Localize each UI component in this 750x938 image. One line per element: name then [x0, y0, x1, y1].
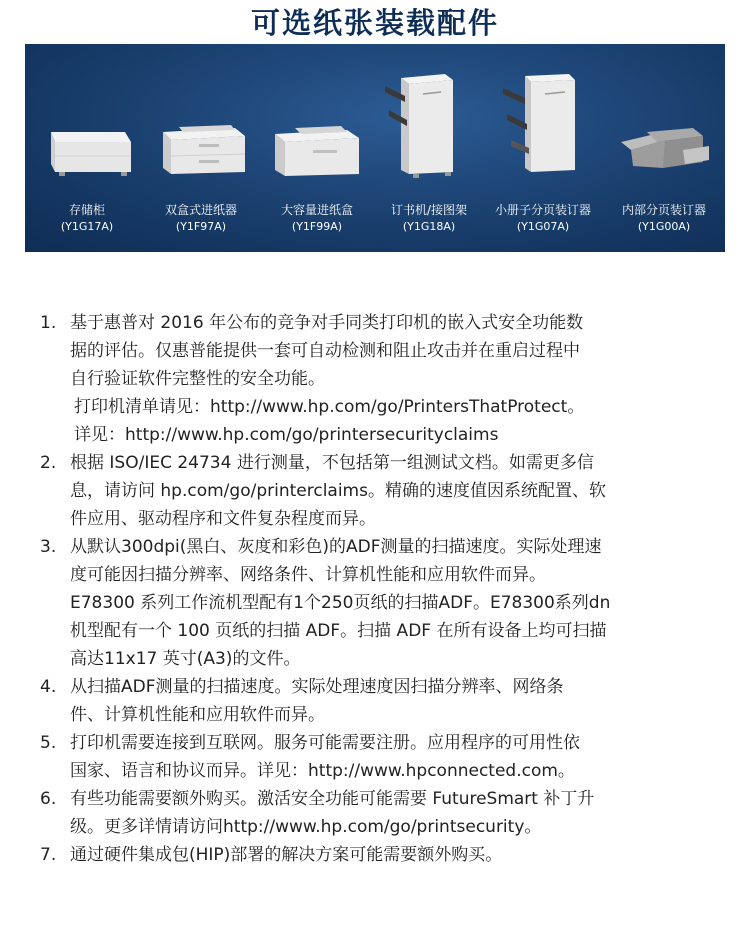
footnote-line: 级。更多详情请访问http://www.hp.com/go/printsecurity。: [70, 817, 542, 837]
product-stapler-stacker: [371, 44, 487, 252]
footnotes-list: [40, 309, 710, 869]
footnote-line: 国家、语言和协议而异。详见：http://www.hpconnected.com。: [70, 761, 575, 781]
footnote-number: 1.: [40, 313, 57, 333]
product-hci-tray: [255, 44, 379, 252]
footnote-number: 7.: [40, 845, 57, 865]
footnote-number: 4.: [40, 677, 57, 697]
footnote-1: [40, 309, 710, 449]
footnote-number: 6.: [40, 789, 57, 809]
footnote-line: 件、计算机性能和应用软件而异。: [70, 705, 325, 725]
product-name: 双盒式进纸器: [164, 203, 237, 217]
accessories-banner: [25, 44, 725, 252]
footnote-line: 据的评估。仅惠普能提供一套可自动检测和阻止攻击并在重启过程中: [70, 341, 580, 361]
dual-cassette-feeder-image: [139, 44, 263, 194]
footnote-line: 从默认300dpi(黑白、灰度和彩色)的ADF测量的扫描速度。实际处理速: [70, 537, 602, 557]
booklet-finisher-image: [485, 44, 601, 194]
footnote-line: 度可能因扫描分辨率、网络条件、计算机性能和应用软件而异。: [70, 565, 546, 585]
hci-tray-image: [255, 44, 379, 194]
footnote-line: 自行验证软件完整性的安全功能。: [70, 369, 325, 389]
product-storage-cabinet: [25, 44, 149, 252]
footnote-line: 机型配有一个 100 页纸的扫描 ADF。扫描 ADF 在所有设备上均可扫描: [70, 621, 607, 641]
footnote-number: 3.: [40, 537, 57, 557]
stapler-stacker-image: [371, 44, 487, 194]
product-code: (Y1F99A): [291, 220, 343, 233]
footnote-3: [40, 533, 710, 673]
footnote-line: 详见：http://www.hp.com/go/printersecurityclaims: [74, 425, 499, 445]
footnote-line: 息，请访问 hp.com/go/printerclaims。精确的速度值因系统配置、软: [70, 481, 606, 501]
product-name: 内部分页装订器: [621, 203, 706, 217]
footnote-line: 根据 ISO/IEC 24734 进行测量，不包括第一组测试文档。如需更多信: [70, 453, 594, 473]
product-code: (Y1F97A): [175, 220, 227, 233]
product-name: 小册子分页装订器: [494, 203, 591, 217]
product-code: (Y1G07A): [516, 220, 570, 233]
footnote-line: E78300 系列工作流机型配有1个250页纸的扫描ADF。E78300系列dn: [70, 593, 611, 613]
product-dual-cassette-feeder: [139, 44, 263, 252]
product-inner-finisher: [603, 44, 725, 252]
footnote-line: 打印机需要连接到互联网。服务可能需要注册。应用程序的可用性依: [70, 733, 580, 753]
footnote-5: [40, 729, 710, 785]
product-booklet-finisher: [485, 44, 601, 252]
footnote-line: 打印机清单请见：http://www.hp.com/go/PrintersThatProtect。: [74, 397, 585, 417]
footnote-7: [40, 841, 710, 869]
footnote-line: 从扫描ADF测量的扫描速度。实际处理速度因扫描分辨率、网络条: [70, 677, 564, 697]
product-name: 订书机/接图架: [390, 203, 468, 217]
footnote-line: 基于惠普对 2016 年公布的竞争对手同类打印机的嵌入式安全功能数: [70, 313, 584, 333]
product-code: (Y1G00A): [637, 220, 691, 233]
footnote-2: [40, 449, 710, 533]
product-name: 存储柜: [68, 203, 105, 217]
product-code: (Y1G18A): [402, 220, 456, 233]
storage-cabinet-image: [25, 44, 149, 194]
footnote-line: 通过硬件集成包(HIP)部署的解决方案可能需要额外购买。: [70, 845, 503, 865]
page-title: 可选纸张装载配件: [250, 6, 499, 40]
footnote-line: 件应用、驱动程序和文件复杂程度而异。: [70, 509, 376, 529]
footnote-line: 高达11x17 英寸(A3)的文件。: [70, 649, 301, 669]
inner-finisher-image: [603, 44, 725, 194]
footnote-number: 5.: [40, 733, 57, 753]
product-name: 大容量进纸盒: [280, 203, 353, 217]
footnote-4: [40, 673, 710, 729]
product-code: (Y1G17A): [60, 220, 114, 233]
footnote-number: 2.: [40, 453, 57, 473]
footnote-6: [40, 785, 710, 841]
footnote-line: 有些功能需要额外购买。激活安全功能可能需要 FutureSmart 补丁升: [70, 789, 595, 809]
